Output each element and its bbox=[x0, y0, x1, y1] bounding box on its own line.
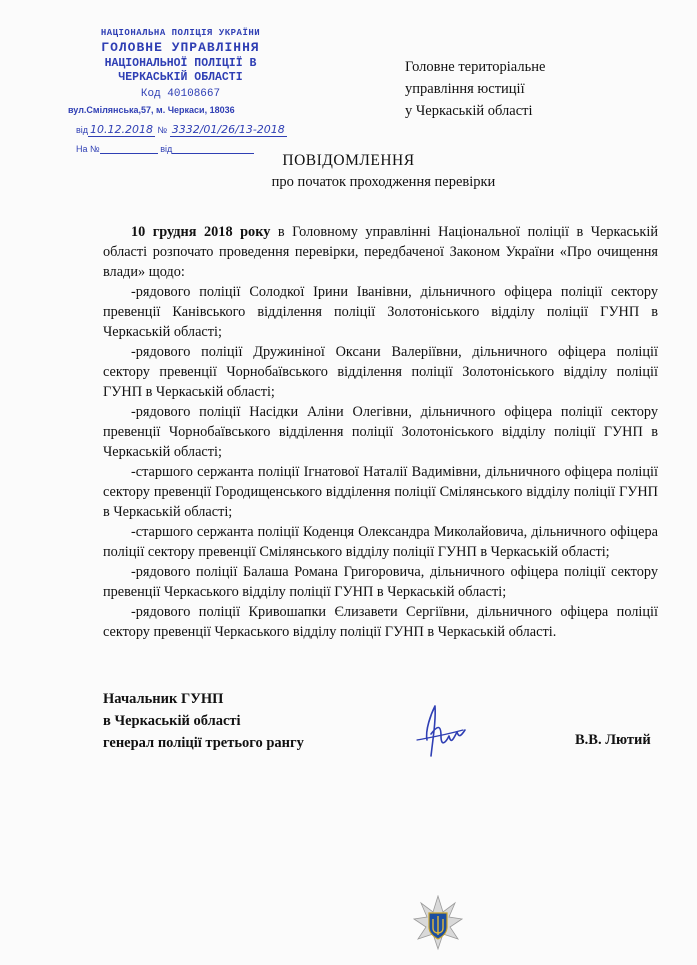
addressee-line-1: Головне територіальне bbox=[405, 59, 546, 75]
list-item: -рядового поліції Солодкої Ірини Іванівни, дільничного офіцера поліції сектору превенції Канівського відділення поліції Золотоніського відділу поліції ГУНП в Черкаській області; bbox=[103, 284, 658, 340]
organization-stamp bbox=[68, 28, 293, 115]
ref-from-label: від bbox=[160, 144, 173, 154]
stamp-line-2: ГОЛОВНЕ УПРАВЛІННЯ bbox=[101, 40, 260, 55]
lead-paragraph bbox=[103, 222, 658, 282]
document-title: ПОВІДОМЛЕННЯ bbox=[282, 152, 415, 169]
ref-label: На № bbox=[76, 144, 100, 154]
stamp-line-3: НАЦІОНАЛЬНОЇ ПОЛІЦІЇ В bbox=[104, 57, 257, 70]
document-subtitle: про початок проходження перевірки bbox=[271, 174, 496, 190]
from-label: від bbox=[76, 125, 89, 135]
list-item: -рядового поліції Насідки Аліни Олегівни, дільничного офіцера поліції сектору превенції Чорнобаївського відділення поліції Золотоніського відділу поліції ГУНП в Черкаській області; bbox=[103, 404, 658, 460]
lead-date: 10 грудня 2018 року bbox=[131, 224, 271, 240]
addressee bbox=[405, 56, 545, 122]
signer-line-2: в Черкаській області bbox=[103, 713, 241, 729]
list-item: -рядового поліції Дружиніної Оксани Валеріївни, дільничного офіцера поліції сектору превенції Чорнобаївського відділення поліції Золотоніського відділу поліції ГУНП в Черкаській області; bbox=[103, 344, 658, 400]
lead-text: в Головному управлінні Національної поліції в Черкаській області розпочато проведення перевірки, передбаченої Законом України «Про очищення влади» щодо: bbox=[103, 224, 658, 280]
document-body bbox=[103, 222, 658, 642]
registration-date: 10.12.2018 bbox=[90, 123, 154, 136]
registration-number: 3332/01/26/13-2018 bbox=[171, 123, 285, 136]
stamp-address: вул.Смілянська,57, м. Черкаси, 18036 bbox=[68, 105, 235, 115]
stamp-code: Код 40108667 bbox=[140, 88, 221, 100]
signer-block bbox=[103, 688, 304, 754]
addressee-line-3: у Черкаській області bbox=[405, 103, 533, 119]
police-emblem-icon bbox=[413, 895, 463, 951]
registration-line bbox=[76, 123, 287, 136]
signer-line-1: Начальник ГУНП bbox=[103, 691, 224, 707]
signer-name: В.В. Лютий bbox=[575, 732, 651, 748]
stamp-line-1: НАЦІОНАЛЬНА ПОЛІЦІЯ УКРАЇНИ bbox=[100, 28, 261, 38]
list-item: -старшого сержанта поліції Коденця Олександра Миколайовича, дільничного офіцера поліції сектору превенції Смілянського відділу поліції ГУНП в Черкаській області; bbox=[103, 524, 658, 560]
list-item: -рядового поліції Балаша Романа Григоровича, дільничного офіцера поліції сектору превенції Черкаського відділу поліції ГУНП в Черкаській області; bbox=[103, 564, 658, 600]
signature-icon bbox=[405, 700, 475, 762]
number-label: № bbox=[157, 125, 168, 135]
addressee-line-2: управління юстиції bbox=[405, 81, 525, 97]
list-item: -рядового поліції Кривошапки Єлизавети Сергіївни, дільничного офіцера поліції сектору превенції Черкаського відділу поліції ГУНП в Черкаській області. bbox=[103, 604, 658, 640]
signer-line-3: генерал поліції третього рангу bbox=[103, 735, 304, 751]
stamp-line-4: ЧЕРКАСЬКІЙ ОБЛАСТІ bbox=[118, 71, 243, 84]
list-item: -старшого сержанта поліції Ігнатової Наталії Вадимівни, дільничного офіцера поліції сектору превенції Городищенського відділення поліції Смілянського відділу поліції ГУНП в Черкаській області; bbox=[103, 464, 658, 520]
